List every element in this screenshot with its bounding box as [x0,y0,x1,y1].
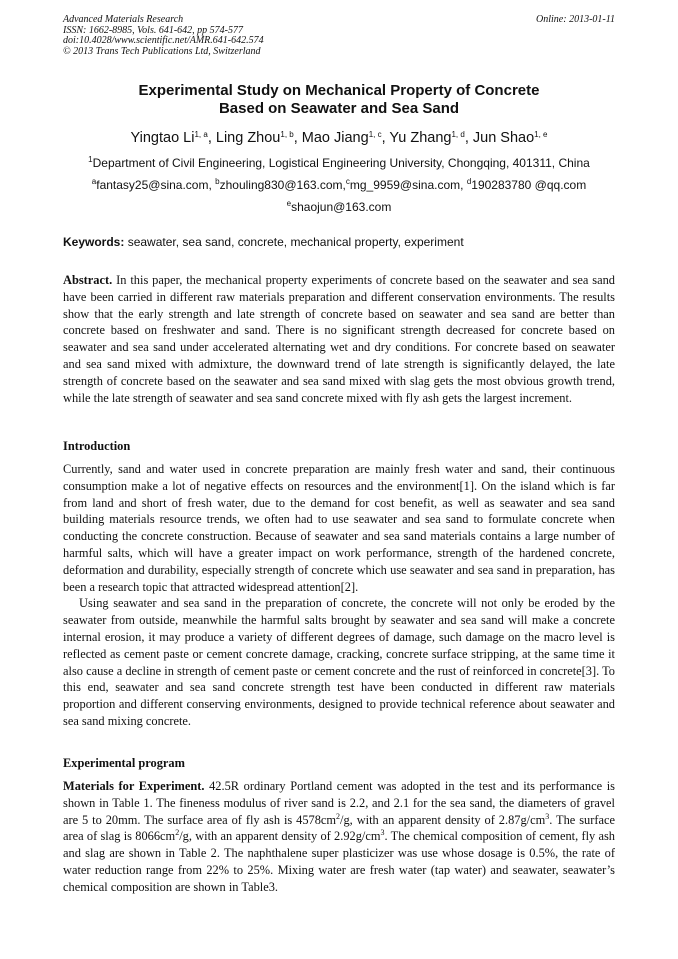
title-line-2: Based on Seawater and Sea Sand [218,100,460,117]
materials-text-5: . The chemical composition of cement, fly ash and slag are shown in Table 2. The naphthalene super plasticizer was use whose dosage is 0.5%, the rate of water reduction range from 22% to 25%. Mixing water are fresh water (tap water) and seawater, seawater’s chemical composition are shown in Table3. [63,829,616,894]
introduction-heading: Introduction [63,439,131,453]
materials-sup-2: 3 [545,811,550,821]
email-sup: c [345,177,350,186]
keywords [63,234,623,250]
email-sup: e [286,199,292,208]
materials-text-1: 42.5R ordinary Portland cement was adopted in the test and its performance is shown in Table 1. The fineness modulus of river sand is 2.2, and 2.1 for the sea sand, the diameters of gravel are 5 to 20mm. The surface area of fly ash is 4578cm [63,779,615,827]
introduction-paragraph-1: Currently, sand and water used in concrete preparation are mainly fresh water and sand, their continuous consumption make a lot of negative effects on resources and the environment[1]. On the island which is far from land and short of fresh water, due to the demand for cost benefit, as well as seawater and sea sand building materials resource trends, we often had to use seawater and sea sand to formulate concrete when conducting the concrete construction. Because of seawater and sea sand materials contains a large number of harmful salts, which will have a greater impact on work performance, strength of the hardened concrete, deformation and durability, especially strength of concrete which use seawater and sea sand in preparation, has been a research topic that attracted widespread attention[2]. [63,462,615,594]
online-date: Online: 2013-01-11 [536,14,615,25]
email-sup: d [466,177,472,186]
paper-title [60,82,618,118]
author-sup: 1, b [280,130,294,139]
doi: doi:10.4028/www.scientific.net/AMR.641-642.574 [63,35,264,47]
author-sup: 1, d [451,130,465,139]
title-line-1: Experimental Study on Mechanical Property of Concrete [138,82,540,99]
keywords-label: Keywords: [63,235,125,249]
materials-sup-3: 2 [175,828,180,838]
email: zhouling830@163.com [219,178,343,192]
email-list-cont [40,199,638,215]
materials-sup-4: 3 [380,828,385,838]
author-sup: 1, c [368,130,382,139]
journal-name: Advanced Materials Research [63,14,184,25]
experimental-heading: Experimental program [63,756,185,770]
email: mg_9959@sina.com [349,178,461,192]
email-sup: a [91,177,97,186]
issn: ISSN: 1662-8985, Vols. 641-642, pp 574-577 [63,24,243,36]
materials-text-4: /g, with an apparent density of 2.92g/cm [179,829,381,844]
abstract-label: Abstract. [63,273,113,287]
author-name: Yingtao Li [130,130,195,146]
author-sup: 1, e [534,130,548,139]
journal-header [63,15,615,57]
author-name: Jun Shao [472,130,535,146]
affiliation-sup: 1 [88,155,93,164]
email: fantasy25@sina.com [96,178,209,192]
author-name: Yu Zhang [389,130,452,146]
introduction-body [63,461,615,730]
materials-label: Materials for Experiment. [63,779,205,793]
materials-paragraph [63,778,615,896]
affiliation-text: Department of Civil Engineering, Logistical Engineering University, Chongqing, 401311, China [92,156,590,170]
abstract-text: In this paper, the mechanical property experiments of concrete based on the seawater and sea sand have been carried in different raw materials preparation and different conservation environments. The results show that the early strength and late strength of concrete based on seawater and sea sand are better than concrete based on freshwater and sand. There is no significant strength decreased for concrete based on seawater and sea sand under accelerated alternating wet and dry conditions. For concrete based on seawater and sea sand mixed with admixture, the downward trend of late strength is significantly delayed, the late strength of concrete based on the seawater and sea sand mixed with slag gets the most obvious growth trend, while the late strength of seawater and sea sand concrete mixed with fly ash gets the largest increment. [63,273,615,405]
author-sup: 1, a [194,130,208,139]
abstract [63,272,615,406]
materials-text-3: . The surface area of slag is 8066cm [63,812,615,844]
affiliation [40,155,638,171]
author-list: Yingtao Li$^{1, a}$, Ling Zhou$^{1, b}$, Mao Jiang$^{1, c}$, Yu Zhang$^{1, d}$, Jun Shao$^{1, e}$ [130,130,548,146]
keywords-text: seawater, sea sand, concrete, mechanical property, experiment [124,235,464,249]
email: shaojun@163.com [291,200,392,214]
email-sup: b [215,177,220,186]
author-name: Ling Zhou [215,130,281,146]
author-name: Mao Jiang [301,130,369,146]
materials-sup-1: 2 [336,811,341,821]
email: 190283780 @qq.com [471,178,587,192]
copyright: © 2013 Trans Tech Publications Ltd, Switzerland [63,45,261,57]
email-list: $^a$fantasy25@sina.com, $^b$zhouling830@163.com,$^c$mg_9959@sina.com, $^d$190283780 @qq.com [91,177,587,192]
introduction-paragraph-2: Using seawater and sea sand in the preparation of concrete, the concrete will not only be eroded by the seawater from outside, meanwhile the harmful salts brought by seawater and sea sand will make a concrete internal erosion, it may produce a variety of different degrees of damage, such damage on the macro level is reflected as cement paste or cement concrete damage, cracking, concrete surface stripping, at the same time it also cause a decline in strength of cement paste or cement concrete and the rust of reinforced in concrete[3]. To this end, seawater and sea sand concrete strength test have been conducted in different raw materials proportion and different conserving environments, designed to provide technical reference about seawater and sea sand mixing concrete. [63,596,615,728]
materials-text-2: /g, with an apparent density of 2.87g/cm [340,812,546,827]
